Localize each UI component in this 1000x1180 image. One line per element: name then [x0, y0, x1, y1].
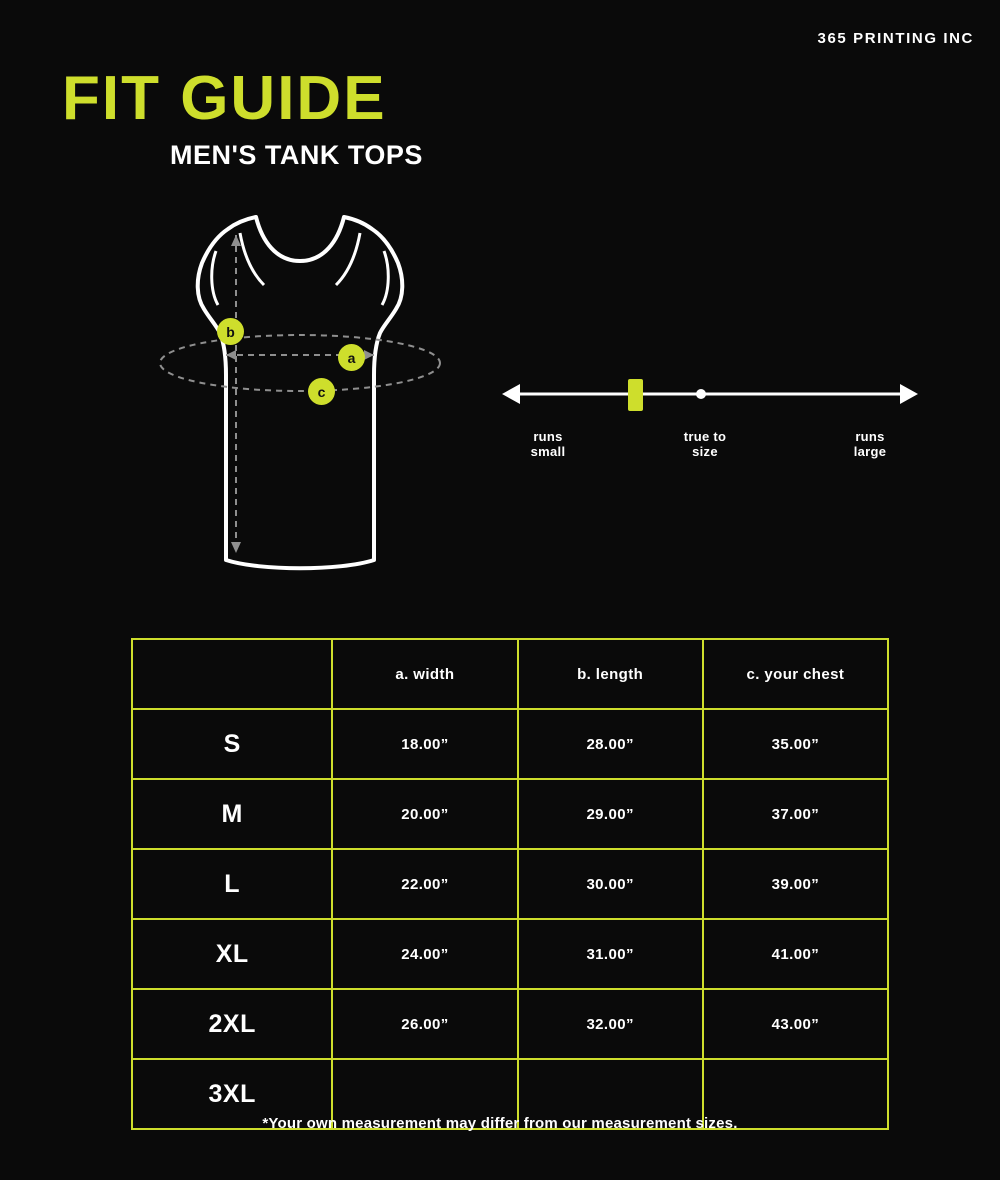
- fit-label-runs-small: [508, 430, 588, 460]
- cell-length: 29.00”: [518, 779, 703, 849]
- fit-label-runs-small-line1: runs: [533, 429, 563, 444]
- cell-length: 30.00”: [518, 849, 703, 919]
- cell-width: 22.00”: [332, 849, 517, 919]
- fit-label-runs-large: [830, 430, 910, 460]
- marker-b: b: [217, 318, 244, 345]
- cell-size: 2XL: [132, 989, 332, 1059]
- tank-top-illustration: [140, 205, 460, 605]
- arrow-right-icon: [900, 384, 918, 404]
- cell-chest: 39.00”: [703, 849, 888, 919]
- fit-label-runs-large-line2: large: [853, 443, 887, 459]
- tank-top-svg: [140, 205, 460, 605]
- cell-size: L: [132, 849, 332, 919]
- fit-indicator: [628, 379, 643, 411]
- cell-length: 32.00”: [518, 989, 703, 1059]
- page-title: FIT GUIDE: [62, 64, 387, 133]
- table-row: [132, 849, 888, 919]
- cell-chest: 41.00”: [703, 919, 888, 989]
- size-table-container: [131, 638, 889, 1130]
- fit-scale-axis: [500, 360, 920, 430]
- page-subtitle: MEN'S TANK TOPS: [170, 140, 423, 170]
- marker-c: c: [308, 378, 335, 405]
- table-row: [132, 709, 888, 779]
- table-header-row: [132, 639, 888, 709]
- table-row: [132, 919, 888, 989]
- cell-width: 24.00”: [332, 919, 517, 989]
- cell-length: 31.00”: [518, 919, 703, 989]
- column-header-length: b. length: [518, 639, 703, 709]
- cell-width: 26.00”: [332, 989, 517, 1059]
- cell-chest: 37.00”: [703, 779, 888, 849]
- arrow-left-icon: [502, 384, 520, 404]
- footnote: *Your own measurement may differ from our measurement sizes.: [262, 1115, 738, 1132]
- cell-width: 18.00”: [332, 709, 517, 779]
- size-table: [131, 638, 889, 1130]
- fit-scale: [500, 360, 920, 480]
- table-row: [132, 779, 888, 849]
- cell-length: 28.00”: [518, 709, 703, 779]
- cell-chest: 35.00”: [703, 709, 888, 779]
- true-to-size-dot: [696, 389, 706, 399]
- column-header-width: a. width: [332, 639, 517, 709]
- cell-size: 3XL: [132, 1059, 332, 1129]
- fit-label-true-line1: true to: [683, 429, 727, 444]
- fit-label-runs-large-line1: runs: [855, 429, 885, 444]
- table-row: [132, 989, 888, 1059]
- fit-label-true-line2: size: [692, 443, 718, 459]
- fit-label-true-to-size: [660, 430, 750, 460]
- cell-size: S: [132, 709, 332, 779]
- fit-label-runs-small-line2: small: [530, 443, 566, 459]
- column-header-size: [132, 639, 332, 709]
- cell-chest: 43.00”: [703, 989, 888, 1059]
- marker-a: a: [338, 344, 365, 371]
- column-header-chest: c. your chest: [703, 639, 888, 709]
- cell-width: 20.00”: [332, 779, 517, 849]
- cell-size: M: [132, 779, 332, 849]
- cell-size: XL: [132, 919, 332, 989]
- brand-name: 365 PRINTING INC: [817, 30, 974, 47]
